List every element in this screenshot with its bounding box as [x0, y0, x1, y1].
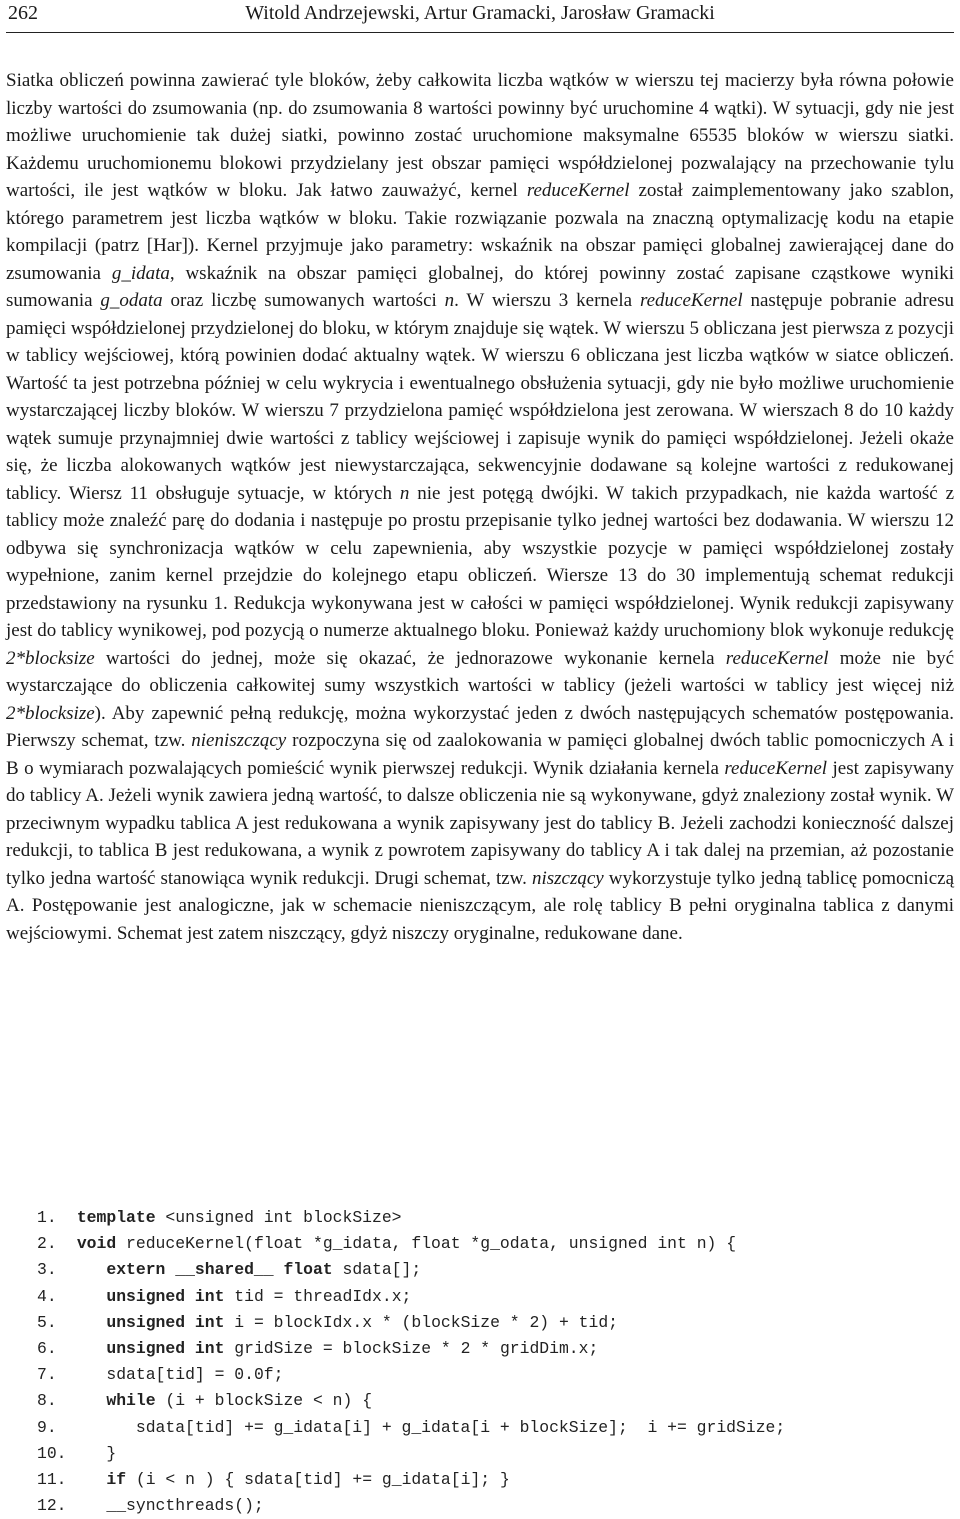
line-number: 8. — [37, 1391, 57, 1411]
code-line — [37, 1336, 937, 1362]
line-number: 4. — [37, 1286, 57, 1306]
code-line — [37, 1257, 937, 1283]
code-text: unsigned int i = blockIdx.x * (blockSize * 2) + tid; — [106, 1312, 619, 1332]
code-text: extern __shared__ float sdata[]; — [106, 1260, 422, 1280]
code-text: unsigned int tid = threadIdx.x; — [106, 1286, 412, 1306]
code-text: template <unsigned int blockSize> — [76, 1208, 402, 1227]
code-line — [37, 1467, 937, 1493]
code-text: __syncthreads(); — [106, 1496, 264, 1516]
line-number: 3. — [37, 1260, 57, 1280]
line-number: 10. — [37, 1443, 67, 1463]
code-text: if (i < n ) { sdata[tid] += g_idata[i]; } — [106, 1470, 510, 1490]
code-line — [37, 1362, 937, 1388]
line-number: 1. — [37, 1208, 57, 1227]
code-line — [37, 1231, 937, 1257]
code-line — [37, 1415, 937, 1441]
code-text: unsigned int gridSize = blockSize * 2 * gridDim.x; — [106, 1339, 599, 1359]
body-text — [6, 67, 954, 947]
code-line — [37, 1388, 937, 1414]
code-line — [37, 1205, 937, 1231]
line-number: 7. — [37, 1365, 57, 1385]
code-text: sdata[tid] = 0.0f; — [106, 1365, 284, 1385]
code-text: } — [106, 1443, 117, 1463]
line-number: 2. — [37, 1234, 57, 1254]
code-line — [37, 1310, 937, 1336]
code-text: void reduceKernel(float *g_idata, float *g_odata, unsigned int n) { — [76, 1234, 737, 1254]
code-line — [37, 1284, 937, 1310]
code-line — [37, 1441, 937, 1467]
line-number: 11. — [37, 1470, 67, 1490]
code-text: while (i + blockSize < n) { — [106, 1391, 373, 1411]
running-head-authors: Witold Andrzejewski, Artur Gramacki, Jarosław Gramacki — [245, 2, 715, 24]
line-number: 9. — [37, 1417, 57, 1437]
line-number: 6. — [37, 1339, 57, 1359]
code-text: sdata[tid] += g_idata[i] + g_idata[i + blockSize]; i += gridSize; — [135, 1417, 786, 1437]
line-number: 12. — [37, 1496, 67, 1516]
page-number: 262 — [8, 2, 38, 24]
code-line — [37, 1493, 937, 1519]
page-header — [6, 0, 954, 33]
paragraph: Siatka obliczeń powinna zawierać tyle bloków, żeby całkowita liczba wątków w wierszu tej macierzy była równa połowie liczby wartości do zsumowania (np. do zsumowania 8 wartości powinny być uruchomine 4 wątki). W sytuacji, gdy nie jest możliwe uruchomienie tak dużej siatki, powinno zostać uruchomione maksymalne 65535 bloków w wierszu siatki. Każdemu uruchomionemu blokowi przydzielany jest obszar pamięci współdzielonej pozwalający na przechowanie tylu wartości, ile jest wątków w bloku. Jak łatwo zauważyć, kernel reduceKernel został zaimplementowany jako szablon, którego parametrem jest liczba wątków w bloku. Takie rozwiązanie pozwala na znaczną optymalizację kodu na etapie kompilacji (patrz [Har]). Kernel przyjmuje jako parametry: wskaźnik na obszar pamięci globalnej zawierającej dane do zsumowania g_idata, wskaźnik na obszar pamięci globalnej, do której powinny zostać zapisane cząstkowe wyniki sumowania g_odata oraz liczbę sumowanych wartości n. W wierszu 3 kernela reduceKernel następuje pobranie adresu pamięci współdzielonej przydzielonej do bloku, w którym znajduje się wątek. W wierszu 5 obliczana jest pierwsza z pozycji w tablicy wejściowej, którą powinien dodać aktualny wątek. W wierszu 6 obliczana jest liczba wątków w siatce obliczeń. Wartość ta jest potrzebna później w celu wykrycia i ewentualnego obsłużenia sytuacji, gdy nie było możliwe uruchomienie wystarczającej liczby bloków. W wierszu 7 przydzielona pamięć współdzielona jest zerowana. W wierszach 8 do 10 każdy wątek sumuje przynajmniej dwie wartości z tablicy wejściowej i zapisuje wynik do pamięci współdzielonej. Jeżeli okaże się, że liczba alokowanych wątków jest niewystarczająca, sekwencyjnie dodawane są kolejne wartości z redukowanej tablicy. Wiersz 11 obsługuje sytuacje, w których n nie jest potęgą dwójki. W takich przypadkach, nie każda wartość z tablicy może znaleźć parę do dodania i następuje po prostu przepisanie tylko jednej wartości bez dodawania. W wierszu 12 odbywa się synchronizacja wątków w celu zapewnienia, aby wszystkie pozycje w pamięci współdzielonej zostały wypełnione, zanim kernel przejdzie do kolejnego etapu obliczeń. Wiersze 13 do 30 implementują schemat redukcji przedstawiony na rysunku 1. Redukcja wykonywana jest w całości w pamięci współdzielonej. Wynik redukcji zapisywany jest do tablicy wynikowej, pod pozycją o numerze aktualnego bloku. Ponieważ każdy uruchomiony blok wykonuje redukcję 2*blocksize wartości do jednej, może się okazać, że jednorazowe wykonanie kernela reduceKernel może nie być wystarczające do obliczenia całkowitej sumy wszystkich wartości w tablicy (jeżeli wartości w tablicy jest więcej niż 2*blocksize). Aby zapewnić pełną redukcję, można wykorzystać jeden z dwóch następujących schematów postępowania. Pierwszy schemat, tzw. nieniszczący rozpoczyna się od zaalokowania w pamięci globalnej dwóch tablic pomocniczych A i B o wymiarach pozwalających pomieścić wynik pierwszej redukcji. Wynik działania kernela reduceKernel jest zapisywany do tablicy A. Jeżeli wynik zawiera jedną wartość, to dalsze obliczenia nie są wykonywane, gdyż znaleziony został wynik. W przeciwnym wypadku tablica A jest redukowana a wynik zapisywany jest do tablicy B. Jeżeli zachodzi konieczność dalszej redukcji, to tablica B jest redukowana, a wynik z powrotem zapisywany do tablicy A i tak dalej na przemian, aż pozostanie tylko jedna wartość stanowiąca wynik redukcji. Drugi schemat, tzw. niszczący wykorzystuje tylko jedną tablicę pomocniczą A. Postępowanie jest analogiczne, jak w schemacie nieniszczącym, ale rolę tablicy B pełni oryginalna tablica z danymi wejściowymi. Schemat jest zatem niszczący, gdyż niszczy oryginalne, redukowane dane. — [6, 70, 955, 944]
code-listing — [37, 1205, 937, 1519]
line-number: 5. — [37, 1312, 57, 1332]
